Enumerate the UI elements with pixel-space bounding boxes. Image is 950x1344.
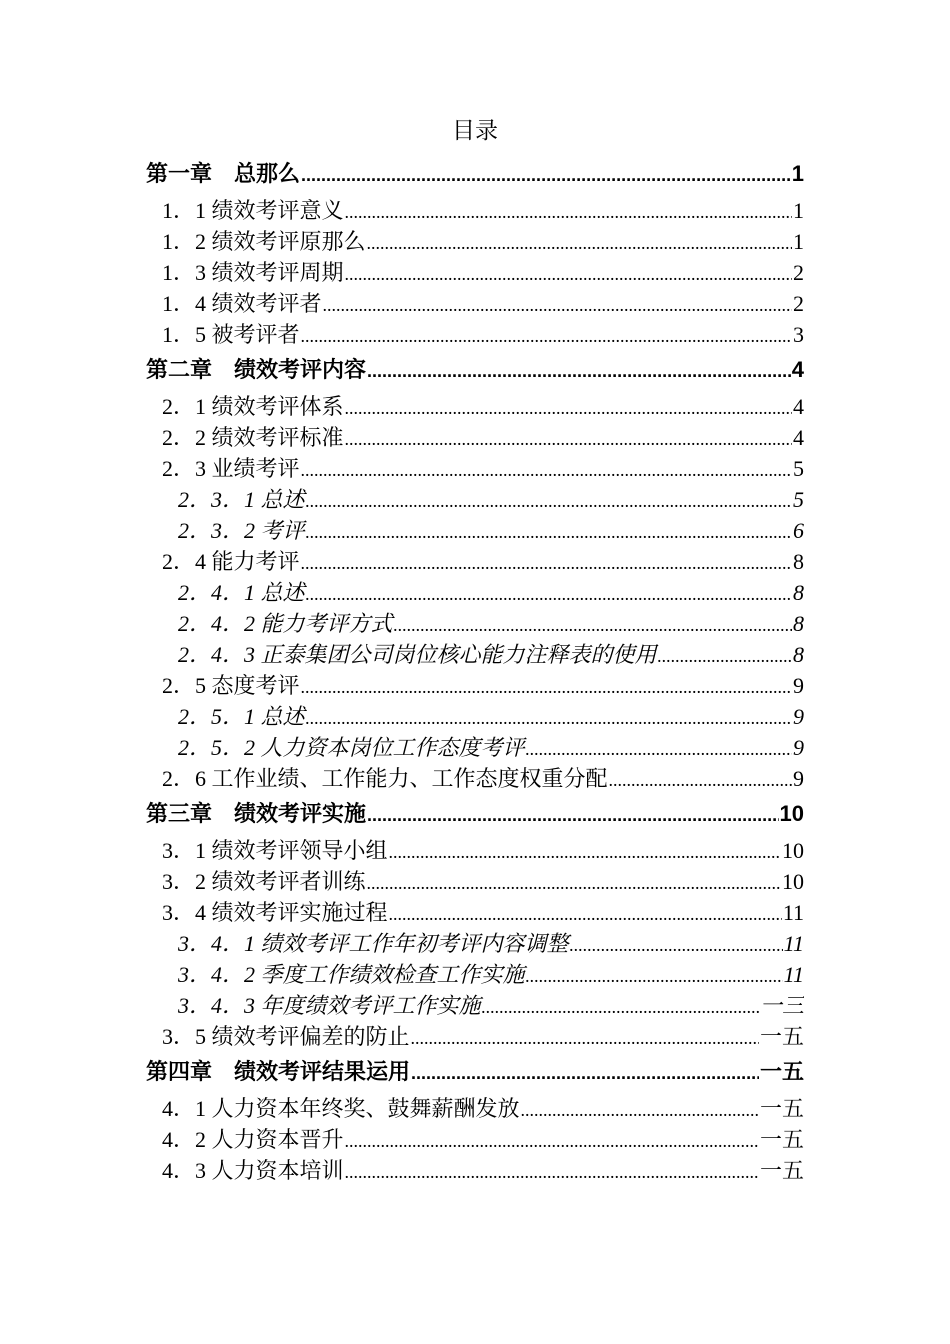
table-of-contents [146, 154, 804, 1186]
toc-page-number: 11 [783, 931, 804, 956]
toc-page-number: 4 [793, 425, 804, 450]
toc-section-entry[interactable] [146, 257, 804, 288]
toc-entry-title: 1．1 绩效考评意义 [162, 198, 344, 223]
toc-dot-leader [345, 393, 792, 422]
toc-dot-leader [570, 930, 783, 959]
toc-entry-title: 3．1 绩效考评领导小组 [162, 838, 388, 863]
toc-entry-title: 3．4．3 年度绩效考评工作实施 [178, 993, 481, 1018]
toc-page-number: 一五 [759, 1059, 804, 1084]
toc-chapter-entry[interactable] [146, 352, 804, 387]
toc-dot-leader [345, 259, 792, 288]
toc-entry-title: 4．3 人力资本培训 [162, 1158, 344, 1183]
toc-dot-leader [526, 961, 783, 990]
toc-page-number: 9 [793, 735, 804, 760]
toc-entry-title: 1．4 绩效考评者 [162, 291, 322, 316]
toc-section-entry[interactable] [146, 226, 804, 257]
toc-section-entry[interactable] [146, 546, 804, 577]
toc-dot-leader [345, 197, 792, 226]
toc-page-number: 9 [793, 766, 804, 791]
toc-page-number: 一五 [759, 1127, 804, 1152]
toc-dot-leader [345, 424, 792, 453]
toc-dot-leader [301, 672, 792, 701]
toc-page-number: 一五 [759, 1158, 804, 1183]
toc-section-entry[interactable] [146, 763, 804, 794]
toc-page-number: 4 [793, 394, 804, 419]
toc-page-number: 8 [793, 642, 804, 667]
toc-subsection-entry[interactable] [146, 732, 804, 763]
toc-page-number: 一三 [759, 993, 804, 1018]
toc-section-entry[interactable] [146, 835, 804, 866]
toc-section-entry[interactable] [146, 866, 804, 897]
toc-page-number: 2 [793, 291, 804, 316]
toc-section-entry[interactable] [146, 1124, 804, 1155]
toc-entry-title: 2．6 工作业绩、工作能力、工作态度权重分配 [162, 766, 608, 791]
toc-entry-title: 2．4．3 正泰集团公司岗位核心能力注释表的使用 [178, 642, 657, 667]
toc-entry-title: 1．2 绩效考评原那么 [162, 229, 366, 254]
toc-chapter-entry[interactable] [146, 156, 804, 191]
toc-page-number: 8 [793, 549, 804, 574]
toc-entry-title: 2．2 绩效考评标准 [162, 425, 344, 450]
toc-dot-leader [526, 734, 792, 763]
toc-page-number: 11 [783, 962, 804, 987]
toc-dot-leader [389, 837, 781, 866]
toc-dot-leader [521, 1095, 759, 1124]
toc-dot-leader [367, 228, 792, 257]
toc-page-number: 1 [793, 198, 804, 223]
toc-subsection-entry[interactable] [146, 515, 804, 546]
toc-subsection-entry[interactable] [146, 639, 804, 670]
toc-entry-title: 2．3 业绩考评 [162, 456, 300, 481]
toc-entry-title: 4．2 人力资本晋升 [162, 1127, 344, 1152]
toc-dot-leader [301, 321, 792, 350]
toc-chapter-entry[interactable] [146, 1054, 804, 1089]
toc-dot-leader [306, 579, 792, 608]
toc-page-number: 9 [793, 673, 804, 698]
toc-page-number: 1 [793, 229, 804, 254]
toc-dot-leader [609, 765, 792, 794]
toc-page-number: 5 [793, 487, 804, 512]
toc-page-number: 2 [793, 260, 804, 285]
toc-page-number: 10 [782, 869, 804, 894]
toc-section-entry[interactable] [146, 1155, 804, 1186]
toc-dot-leader [389, 899, 782, 928]
toc-entry-title: 4．1 人力资本年终奖、鼓舞薪酬发放 [162, 1096, 520, 1121]
toc-subsection-entry[interactable] [146, 990, 804, 1021]
toc-entry-title: 2．4 能力考评 [162, 549, 300, 574]
toc-entry-title: 2．4．1 总述 [178, 580, 305, 605]
toc-dot-leader [306, 517, 792, 546]
toc-dot-leader [367, 354, 791, 387]
toc-dot-leader [345, 1157, 759, 1186]
toc-dot-leader [367, 868, 781, 897]
toc-section-entry[interactable] [146, 897, 804, 928]
toc-page-number: 11 [782, 900, 804, 925]
toc-entry-title: 3．4．1 绩效考评工作年初考评内容调整 [178, 931, 569, 956]
toc-dot-leader [306, 486, 792, 515]
toc-entry-title: 2．3．1 总述 [178, 487, 305, 512]
toc-page-number: 一五 [759, 1096, 804, 1121]
toc-page-number: 8 [793, 580, 804, 605]
toc-section-entry[interactable] [146, 1021, 804, 1052]
toc-entry-title: 2．1 绩效考评体系 [162, 394, 344, 419]
toc-section-entry[interactable] [146, 195, 804, 226]
toc-entry-title: 第二章 绩效考评内容 [146, 357, 367, 382]
toc-entry-title: 第四章 绩效考评结果运用 [146, 1059, 411, 1084]
toc-dot-leader [367, 798, 779, 831]
toc-chapter-entry[interactable] [146, 796, 804, 831]
toc-page-number: 5 [793, 456, 804, 481]
toc-dot-leader [658, 641, 792, 670]
toc-entry-title: 1．5 被考评者 [162, 322, 300, 347]
toc-entry-title: 3．4．2 季度工作绩效检查工作实施 [178, 962, 525, 987]
toc-subsection-entry[interactable] [146, 577, 804, 608]
toc-page-number: 1 [791, 161, 804, 186]
toc-dot-leader [411, 1023, 759, 1052]
toc-subsection-entry[interactable] [146, 959, 804, 990]
toc-page-number: 10 [779, 801, 804, 826]
toc-subsection-entry[interactable] [146, 484, 804, 515]
toc-dot-leader [345, 1126, 759, 1155]
toc-subsection-entry[interactable] [146, 608, 804, 639]
toc-title: 目录 [452, 118, 498, 143]
toc-page-number: 9 [793, 704, 804, 729]
toc-dot-leader [306, 703, 792, 732]
toc-page-number: 6 [793, 518, 804, 543]
toc-entry-title: 3．2 绩效考评者训练 [162, 869, 366, 894]
toc-section-entry[interactable] [146, 670, 804, 701]
toc-entry-title: 第一章 总那么 [146, 161, 301, 186]
toc-section-entry[interactable] [146, 319, 804, 350]
toc-page-number: 4 [791, 357, 804, 382]
toc-entry-title: 2．5 态度考评 [162, 673, 300, 698]
toc-dot-leader [301, 548, 792, 577]
toc-page-number: 一五 [759, 1024, 804, 1049]
toc-entry-title: 2．5．1 总述 [178, 704, 305, 729]
toc-section-entry[interactable] [146, 391, 804, 422]
toc-entry-title: 2．3．2 考评 [178, 518, 305, 543]
toc-entry-title: 1．3 绩效考评周期 [162, 260, 344, 285]
toc-page-number: 10 [782, 838, 804, 863]
toc-entry-title: 3．5 绩效考评偏差的防止 [162, 1024, 410, 1049]
toc-entry-title: 3．4 绩效考评实施过程 [162, 900, 388, 925]
toc-subsection-entry[interactable] [146, 928, 804, 959]
toc-dot-leader [411, 1056, 759, 1089]
toc-dot-leader [301, 158, 791, 191]
toc-entry-title: 2．4．2 能力考评方式 [178, 611, 393, 636]
toc-page-number: 3 [793, 322, 804, 347]
toc-section-entry[interactable] [146, 422, 804, 453]
toc-subsection-entry[interactable] [146, 701, 804, 732]
toc-dot-leader [301, 455, 792, 484]
toc-entry-title: 第三章 绩效考评实施 [146, 801, 367, 826]
toc-page-number: 8 [793, 611, 804, 636]
toc-section-entry[interactable] [146, 288, 804, 319]
toc-entry-title: 2．5．2 人力资本岗位工作态度考评 [178, 735, 525, 760]
toc-section-entry[interactable] [146, 453, 804, 484]
toc-dot-leader [482, 992, 759, 1021]
toc-section-entry[interactable] [146, 1093, 804, 1124]
toc-dot-leader [394, 610, 792, 639]
toc-dot-leader [323, 290, 792, 319]
